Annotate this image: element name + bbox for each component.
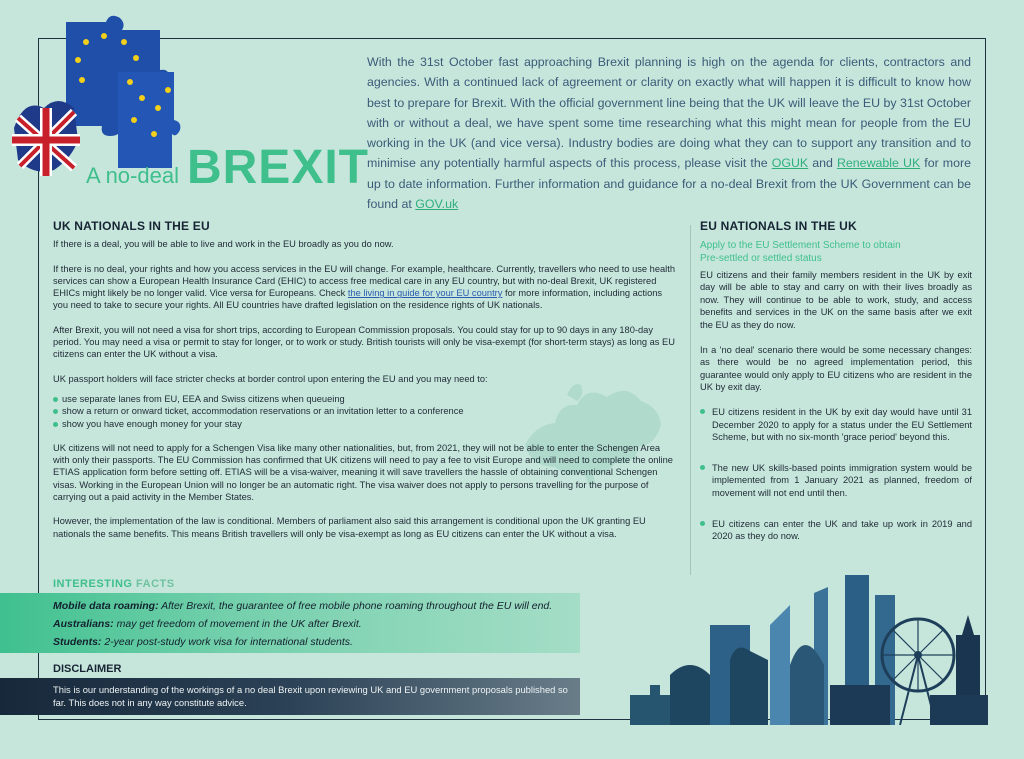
fact-item: Students: 2-year post-study work visa for international students. [53, 636, 353, 648]
living-in-guide-link[interactable]: the living in guide for your EU country [347, 288, 503, 299]
eu-nationals-p1: EU citizens and their family members resident in the UK by exit day will be able to stay and carry on with their lives broadly as now. They will continue to be able to work, study, and access benefits and services in the UK on the same basis after we exit the EU as they do now. [700, 269, 972, 330]
disclaimer-text: This is our understanding of the workings of a no deal Brexit upon reviewing UK and EU government proposals published so far. This does not in any way constitute advice. [53, 684, 568, 708]
bullet-icon [700, 465, 705, 470]
eu-nationals-heading: EU NATIONALS IN THE UK [700, 219, 857, 233]
bullet-icon [53, 409, 58, 414]
list-item: show you have enough money for your stay [53, 418, 675, 430]
list-item: EU citizens can enter the UK and take up work in 2019 and 2020 as they do now. [700, 518, 972, 543]
uk-nationals-p1: If there is a deal, you will be able to live and work in the EU broadly as you do now. [53, 239, 394, 250]
uk-nationals-p5: UK citizens will not need to apply for a Schengen Visa like many other nationalities, but, from 2021, they will not be able to enter the Schengen Area with only their passports. The EU Commission has confirmed that UK citizens will need to pay a fee to visit Europe and will need to complete the online ETIAS application form before setting off. ETIAS will be a visa-waiver, meaning it will save travellers the hassle of obtaining conventional Schengen visas. Working in the European Union will no longer be an automatic right. The visa waiver does not apply to persons travelling for the purpose of carrying out a paid activity in the Member States. [53, 442, 673, 503]
oguk-link[interactable]: OGUK [771, 156, 809, 171]
fact-item: Mobile data roaming: After Brexit, the guarantee of free mobile phone roaming throughout the EU will end. [53, 600, 553, 612]
settlement-subheading: Apply to the EU Settlement Scheme to obtain [700, 239, 901, 251]
facts-heading: INTERESTING FACTS [53, 578, 175, 590]
bullet-icon [700, 409, 705, 414]
eu-nationals-p2: In a 'no deal' scenario there would be some necessary changes: as there would be no agreed implementation period, this guarantee would only apply to EU citizens who are resident in the UK by exit day. [700, 344, 972, 393]
column-divider [690, 225, 691, 575]
london-skyline-graphic [630, 565, 988, 725]
intro-paragraph: With the 31st October fast approaching Brexit planning is high on the agenda for clients, contractors and agencies. With a continued lack of agreement or clarity on exactly what will happen it is difficult to know how best to prepare for Brexit. With the official government line being that the UK will leave the EU by 31st October with or without a deal, we have spent some time researching what this might mean for people from the EU working in the UK (and vice versa). Industry bodies are doing what they can to support any transition and to minimise any potentially harmful aspects of this process, please visit the OGUK and Renewable UK for more up to date information. Further information and guidance for a no-deal Brexit from the UK Government can be found at GOV.uk [367, 55, 971, 212]
list-item: show a return or onward ticket, accommodation reservations or an invitation letter to a conference [53, 405, 675, 417]
bullet-icon [700, 521, 705, 526]
gov-uk-link[interactable]: GOV.uk [415, 197, 459, 212]
bullet-icon [53, 422, 58, 427]
uk-nationals-heading: UK NATIONALS IN THE EU [53, 219, 210, 233]
uk-flag-puzzle-icon [12, 101, 80, 176]
uk-nationals-p3: After Brexit, you will not need a visa for short trips, according to European Commission proposals. You could stay for up to 90 days in any 180-day period. You may need a visa or permit to stay for longer, or to work or study. British tourists will only be visa-exempt (for short-term stays) as long as EU citizens can enter the UK without a visa. [53, 324, 675, 360]
title-main: BREXIT [186, 141, 369, 194]
status-subheading: Pre-settled or settled status [700, 252, 822, 264]
border-checks-list [53, 393, 675, 430]
title-prefix: A no-deal [86, 163, 179, 188]
eu-nationals-section [700, 220, 972, 561]
list-item: use separate lanes from EU, EEA and Swiss citizens when queueing [53, 393, 675, 405]
list-item: EU citizens resident in the UK by exit day would have until 31 December 2020 to apply for a status under the EU Settlement Scheme, but with no six-month 'grace period' beyond this. [700, 406, 972, 444]
uk-nationals-p6: However, the implementation of the law is conditional. Members of parliament also said this arrangement is conditional upon the UK granting EU nationals the same benefits. This means British travellers will only be visa-exempt as long as EU citizens can enter the UK without a visa. [53, 516, 646, 539]
uk-nationals-section [53, 220, 675, 552]
uk-nationals-p4: UK passport holders will face stricter checks at border control upon entering the EU and you may need to: [53, 373, 488, 384]
renewable-uk-link[interactable]: Renewable UK [836, 156, 921, 171]
list-item: The new UK skills-based points immigration system would be implemented from 1 January 2021 as planned, freedom of movement will not end until then. [700, 462, 972, 500]
fact-item: Australians: may get freedom of movement in the UK after Brexit. [53, 618, 362, 630]
eu-nationals-list [700, 406, 972, 543]
bullet-icon [53, 397, 58, 402]
uk-nationals-p2: If there is no deal, your rights and how you access services in the EU will change. For example, healthcare. Currently, travellers who need to use health services can show a European Health Insurance Card (EHIC) to access free medical care in any EU country, but with no-deal Brexit, UK registered EHICs might likely be no longer valid. Vice versa for Europeans. Check the living in guide for your EU country for more information, including actions you need to take to secure your rights. All EU countries have drafted legislation on the residence rights of UK nationals. [53, 263, 676, 311]
page-title [86, 140, 369, 195]
disclaimer-heading: DISCLAIMER [53, 663, 122, 675]
